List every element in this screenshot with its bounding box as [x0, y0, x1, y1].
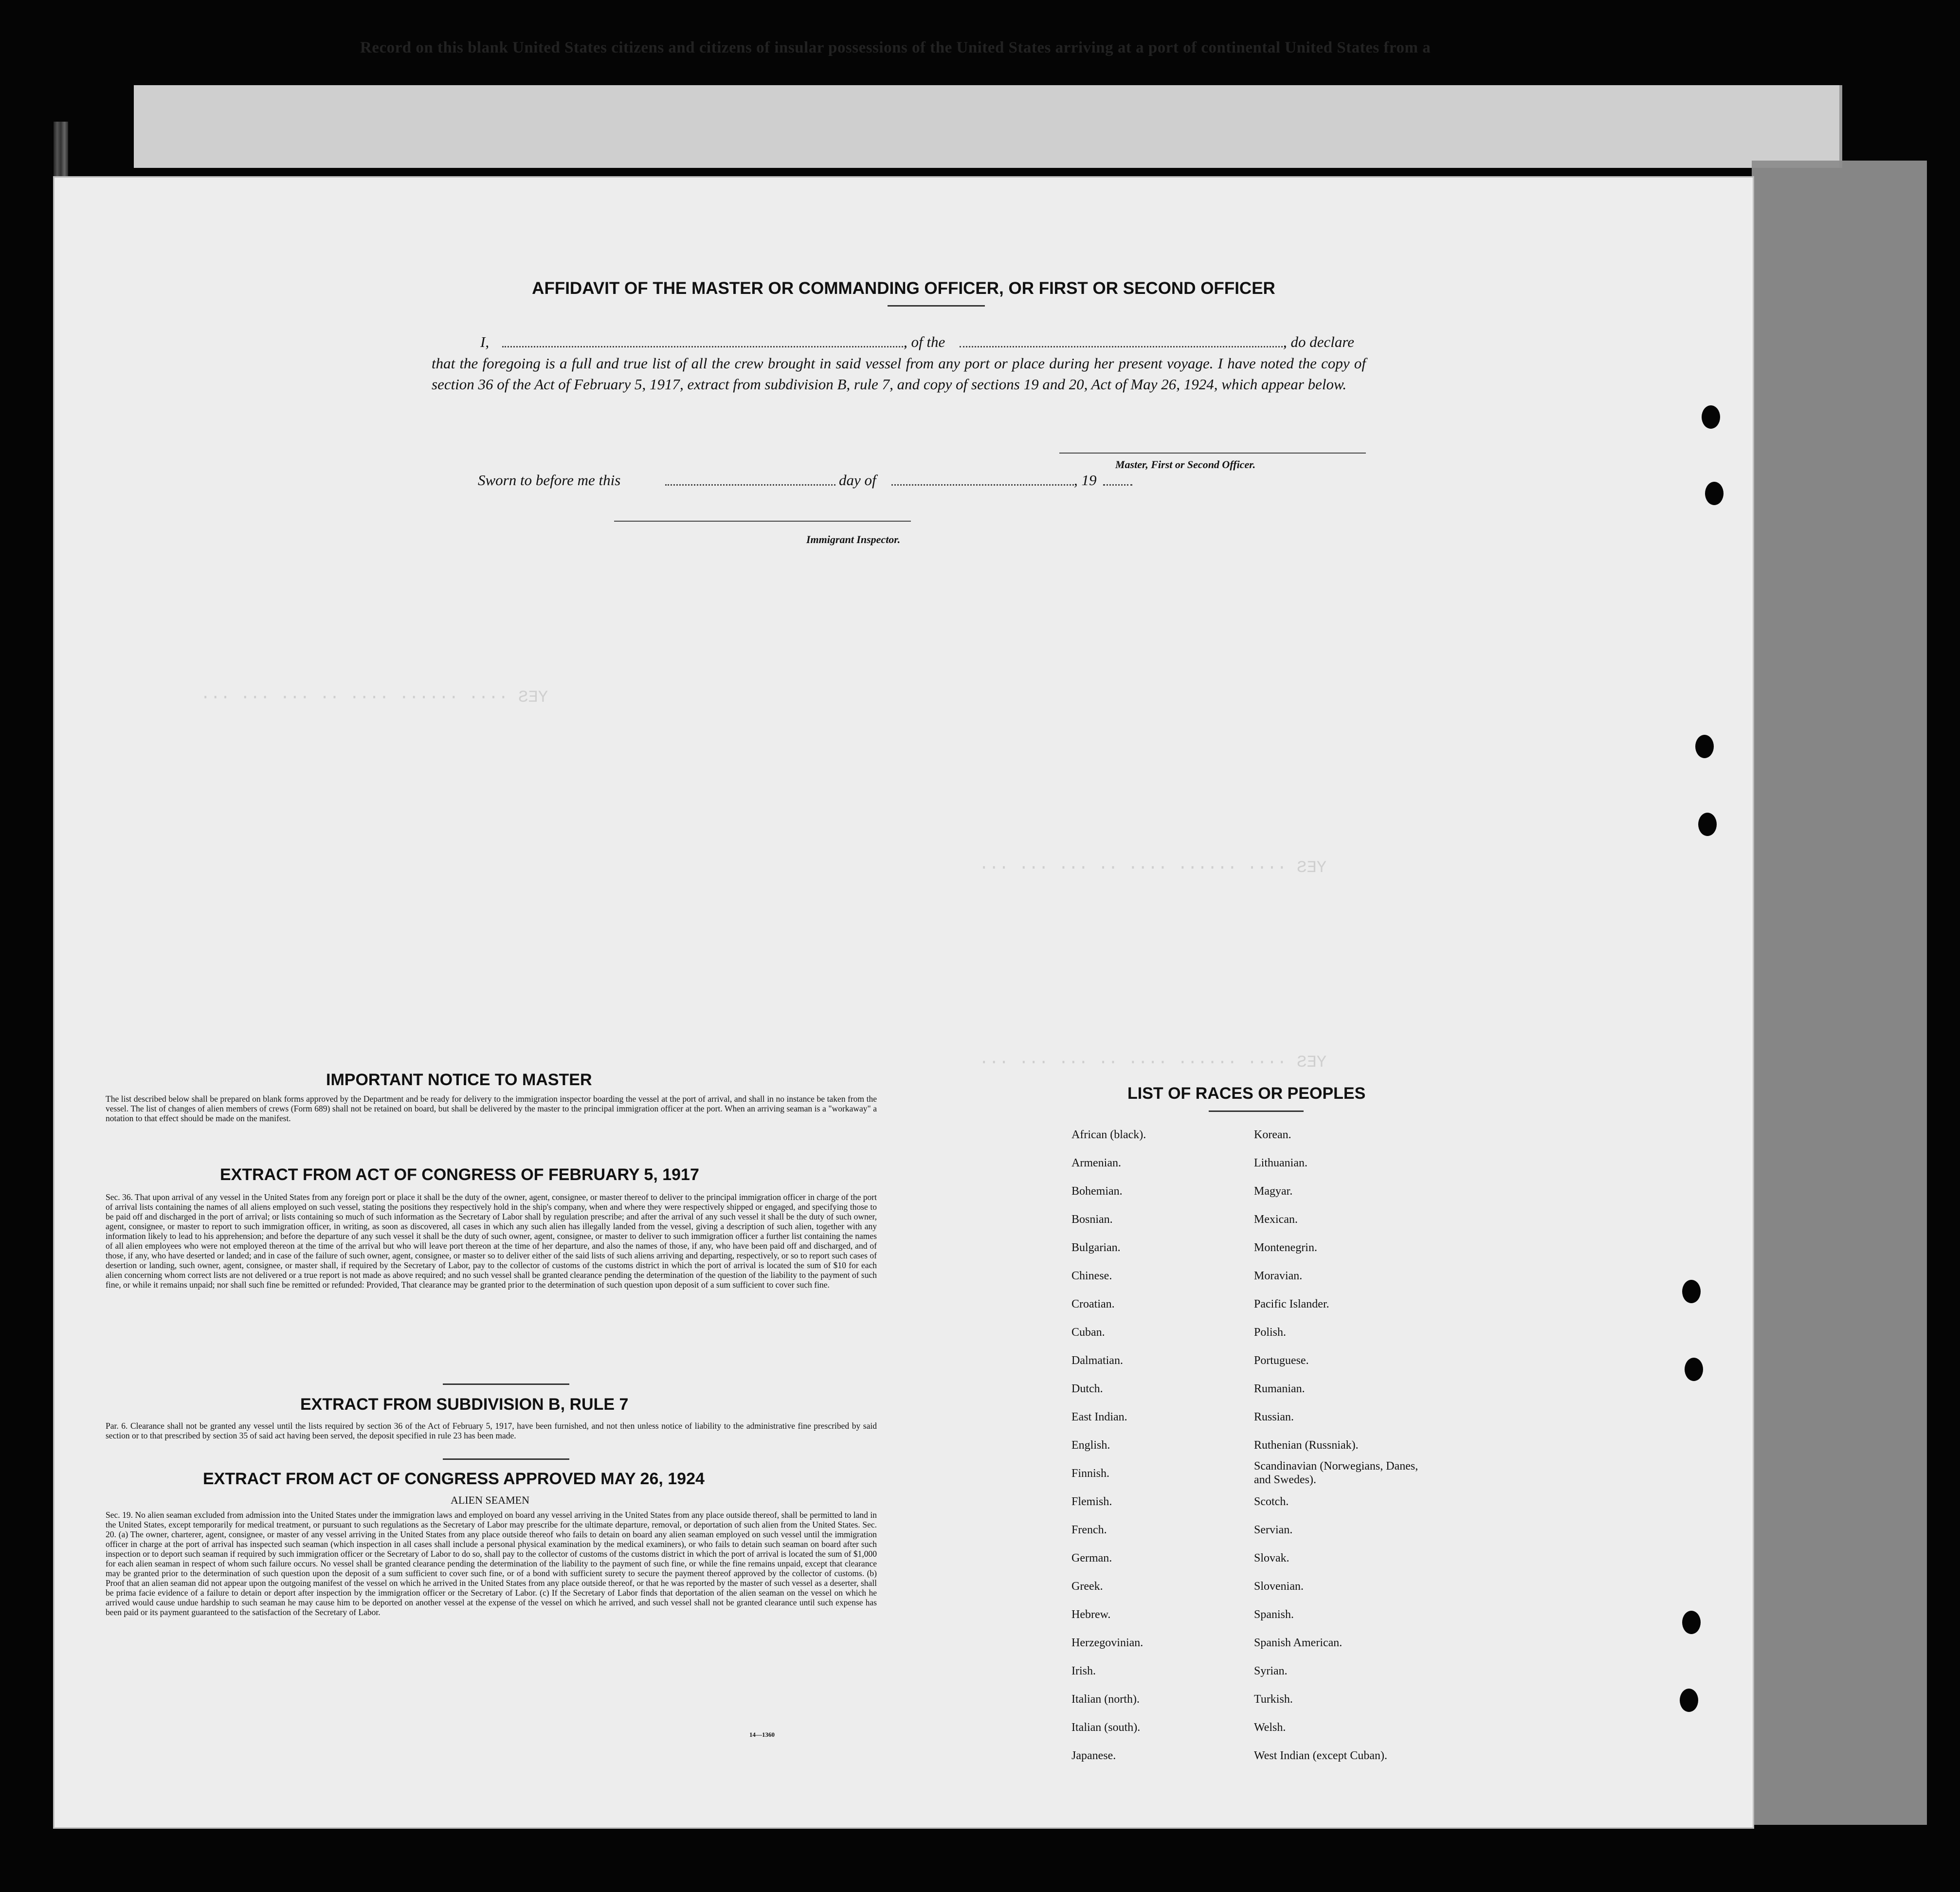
race-item: Bosnian.	[1071, 1213, 1113, 1226]
form-number: 14—1360	[749, 1731, 775, 1738]
race-item: Mexican.	[1254, 1213, 1298, 1226]
races-right-column	[1254, 1121, 1419, 1770]
race-item: Irish.	[1071, 1665, 1096, 1677]
race-item: Japanese.	[1071, 1749, 1116, 1762]
race-item: Armenian.	[1071, 1157, 1121, 1169]
race-item: Polish.	[1254, 1326, 1287, 1339]
bleed-through-marks: YES ···· ······ ···· ·· ··· ··· ···	[979, 1054, 1327, 1072]
races-title: LIST OF RACES OR PEOPLES	[1127, 1084, 1366, 1103]
inspector-caption: Immigrant Inspector.	[806, 533, 901, 546]
race-item: Spanish American.	[1254, 1637, 1343, 1649]
punch-hole	[1695, 735, 1714, 758]
sworn-day-blank	[665, 484, 835, 486]
extract-divider	[443, 1458, 569, 1460]
race-item: Welsh.	[1254, 1721, 1286, 1734]
affidavit-title-rule	[888, 305, 985, 307]
race-item: Rumanian.	[1254, 1383, 1305, 1395]
affidavit-title: AFFIDAVIT OF THE MASTER OR COMMANDING OFFICER, OR FIRST OR SECOND OFFICER	[532, 279, 1275, 298]
race-item: French.	[1071, 1524, 1107, 1536]
extract-rule7-title: EXTRACT FROM SUBDIVISION B, RULE 7	[300, 1395, 629, 1414]
race-item: Montenegrin.	[1254, 1241, 1317, 1254]
affidavit-of-the: , of the	[904, 333, 945, 350]
extract-1924-title: EXTRACT FROM ACT OF CONGRESS APPROVED MAY 26, 1924	[203, 1470, 705, 1488]
extract-1917-title: EXTRACT FROM ACT OF CONGRESS OF FEBRUARY 5, 1917	[220, 1165, 699, 1184]
sworn-month-blank	[891, 484, 1074, 486]
bleed-through-marks: YES ···· ······ ···· ·· ··· ··· ···	[979, 859, 1327, 877]
race-item: German.	[1071, 1552, 1112, 1565]
race-item: Chinese.	[1071, 1270, 1112, 1282]
race-item: Pacific Islander.	[1254, 1298, 1329, 1310]
race-item: African (black).	[1071, 1128, 1146, 1141]
vessel-name-blank	[960, 346, 1286, 347]
punch-hole	[1680, 1689, 1698, 1712]
race-item: Flemish.	[1071, 1495, 1112, 1508]
punch-hole	[1682, 1280, 1701, 1303]
race-item: English.	[1071, 1439, 1110, 1452]
punch-hole	[1682, 1611, 1701, 1634]
master-signature-line	[1059, 453, 1366, 454]
race-item: Korean.	[1254, 1128, 1291, 1141]
sworn-text: Sworn to before me this	[478, 472, 621, 489]
sworn-year: , 19	[1074, 472, 1097, 489]
race-item: Servian.	[1254, 1524, 1293, 1536]
punch-hole	[1698, 813, 1717, 836]
extract-1924-subtitle: ALIEN SEAMEN	[451, 1494, 529, 1506]
race-item: Greek.	[1071, 1580, 1103, 1593]
master-signature-caption: Master, First or Second Officer.	[1115, 458, 1256, 471]
race-item: Ruthenian (Russniak).	[1254, 1439, 1359, 1452]
underlying-sheet-header: Record on this blank United States citizens and citizens of insular possessions of the United States arriving at a port of continental United States from a	[360, 39, 1431, 56]
extract-rule7-body: Par. 6. Clearance shall not be granted any vessel until the lists required by section 36 of the Act of February 5, 1917, have been furnished, and not then unless notice of liability to the administrative fine prescribed by said section or to that prescribed by section 35 of said act having been served, the deposit specified in rule 23 has been made.	[106, 1421, 877, 1440]
races-title-rule	[1209, 1110, 1304, 1112]
race-item: Magyar.	[1254, 1185, 1293, 1198]
race-item: Lithuanian.	[1254, 1157, 1307, 1169]
extract-1917-body: Sec. 36. That upon arrival of any vessel in the United States from any foreign port or place it shall be the duty of the owner, agent, consignee, or master thereof to deliver to the principal immigration officer in charge of the port of arrival lists containing the names of all aliens employed on such vessel, stating the positions they respectively hold in the ship's company, when and where they were respectively shipped or engaged, and specifying those to be paid off and discharged in the port of arrival; or lists containing so much of such information as the Secretary of Labor shall by regulation prescribe; and after the arrival of any such vessel it shall be the duty of such owner, agent, consignee, or master to report to such immigration officer, in writing, as soon as discovered, all cases in which any such alien has illegally landed from the vessel, giving a description of such alien, together with any information likely to lead to his apprehension; and before the departure of any such vessel it shall be the duty of such owner, agent, consignee, or master to deliver to such immigration officer a further list containing the names of all alien employees who were not employed thereon at the time of the arrival but who will leave port thereon at the time of her departure, and also the names of those, if any, who have been paid off and discharged, and of those, if any, who have deserted or landed; and in case of the failure of such owner, agent, consignee, or master so to deliver either of the said lists of such aliens arriving and departing, respectively, or so to report such cases of desertion or landing, such owner, agent, consignee, or master shall, if required by the Secretary of Labor, pay to the collector of customs of the customs district in which the port of arrival is located the sum of $10 for each alien concerning whom correct lists are not delivered or a true report is not made as above required; and no such vessel shall be granted clearance pending the determination of the question of the liability to the payment of such fine, or while it remains unpaid; nor shall such fine be remitted or refunded: Provided, That clearance may be granted prior to the determination of such question upon deposit of a sum sufficient to cover such fine.	[106, 1192, 877, 1290]
punch-hole	[1705, 482, 1724, 505]
race-item: Syrian.	[1254, 1665, 1288, 1677]
underlying-sheet	[134, 85, 1842, 168]
master-name-blank	[502, 346, 906, 347]
extract-1924-body: Sec. 19. No alien seaman excluded from admission into the United States under the immigration laws and employed on board any vessel arriving in the United States from any place outside thereof, shall be permitted to land in the United States, except temporarily for medical treatment, or pursuant to such regulations as the Secretary of Labor may prescribe for the ultimate departure, removal, or deportation of such alien from the United States. Sec. 20. (a) The owner, charterer, agent, consignee, or master of any vessel arriving in the United States from any place outside thereof who fails to detain on board any alien seaman employed on such vessel until the immigration officer in charge at the port of arrival has inspected such seaman (which inspection in all cases shall include a personal physical examination by the medical examiners), or who fails to detain such seaman on board after such inspection or to deport such seaman if required by such immigration officer or the Secretary of Labor to do so, shall pay to the collector of customs of the customs district in which the port of arrival is located the sum of $1,000 for each alien seaman in respect of whom such failure occurs. No vessel shall be granted clearance pending the determination of the liability to the payment of such fine, or while the fine remains unpaid, except that clearance may be granted prior to the determination of such question upon the deposit of a sum sufficient to cover such fine, or of a bond with sufficient surety to secure the payment thereof approved by the collector of customs. (b) Proof that an alien seaman did not appear upon the outgoing manifest of the vessel on which he arrived in the United States from any place outside thereof, or that he was reported by the master of such vessel as a deserter, shall be prima facie evidence of a failure to detain or deport after inspection by the immigration officer or the Secretary of Labor. (c) If the Secretary of Labor finds that deportation of the alien seaman on the vessel on which he arrived would cause undue hardship to such seaman he may cause him to be deported on another vessel at the expense of the vessel on which he arrived, and such vessel shall not be granted clearance until such expense has been paid or its payment guaranteed to the satisfaction of the Secretary of Labor.	[106, 1510, 877, 1617]
race-item: Turkish.	[1254, 1693, 1293, 1706]
race-item: Moravian.	[1254, 1270, 1303, 1282]
race-item: Portuguese.	[1254, 1354, 1309, 1367]
race-item: Herzegovinian.	[1071, 1637, 1143, 1649]
affidavit-line-i: I,	[480, 333, 490, 350]
race-item: Bulgarian.	[1071, 1241, 1121, 1254]
inspector-signature-line	[614, 521, 911, 522]
affidavit-body: that the foregoing is a full and true list of all the crew brought in said vessel from any port or place during her present voyage. I have noted the copy of section 36 of the Act of February 5, 1917, extract from subdivision B, rule 7, and copy of sections 19 and 20, Act of May 26, 1924, which appear below.	[432, 355, 1366, 393]
races-left-column	[1071, 1121, 1146, 1770]
race-item: Cuban.	[1071, 1326, 1105, 1339]
sworn-year-blank	[1103, 484, 1132, 486]
race-item: Italian (north).	[1071, 1693, 1140, 1706]
race-item: East Indian.	[1071, 1411, 1127, 1423]
race-item: Scotch.	[1254, 1495, 1289, 1508]
race-item: West Indian (except Cuban).	[1254, 1749, 1387, 1762]
race-item: Hebrew.	[1071, 1608, 1111, 1621]
race-item: Scandinavian (Norwegians, Danes, and Swedes).	[1254, 1460, 1418, 1486]
punch-hole	[1685, 1358, 1703, 1381]
sworn-day-of: day of	[839, 472, 876, 489]
race-item: Spanish.	[1254, 1608, 1294, 1621]
affidavit-do-declare: , do declare	[1283, 333, 1355, 350]
race-item: Dutch.	[1071, 1383, 1103, 1395]
race-item: Bohemian.	[1071, 1185, 1123, 1198]
race-item: Slovenian.	[1254, 1580, 1304, 1593]
underlying-crew-list-sheet	[1752, 161, 1927, 1825]
race-item: Dalmatian.	[1071, 1354, 1123, 1367]
bleed-through-marks: YES ···· ······ ···· ·· ··· ··· ···	[200, 689, 548, 707]
race-item: Croatian.	[1071, 1298, 1115, 1310]
extract-divider	[443, 1383, 569, 1385]
notice-title: IMPORTANT NOTICE TO MASTER	[326, 1071, 592, 1089]
race-item: Finnish.	[1071, 1467, 1110, 1480]
race-item: Slovak.	[1254, 1552, 1289, 1565]
race-item: Italian (south).	[1071, 1721, 1141, 1734]
punch-hole	[1702, 405, 1720, 429]
affidavit-page	[54, 178, 1753, 1827]
notice-body: The list described below shall be prepared on blank forms approved by the Department and be ready for delivery to the immigration inspector boarding the vessel at the port of arrival, and shall in no instance be taken from the vessel. The list of changes of alien members of crews (Form 689) shall not be retained on board, but shall be delivered by the master to the principal immigration officer at the port. When an arriving seaman is a "workaway" a notation to that effect should be made on the manifest.	[106, 1094, 877, 1123]
race-item: Russian.	[1254, 1411, 1294, 1423]
